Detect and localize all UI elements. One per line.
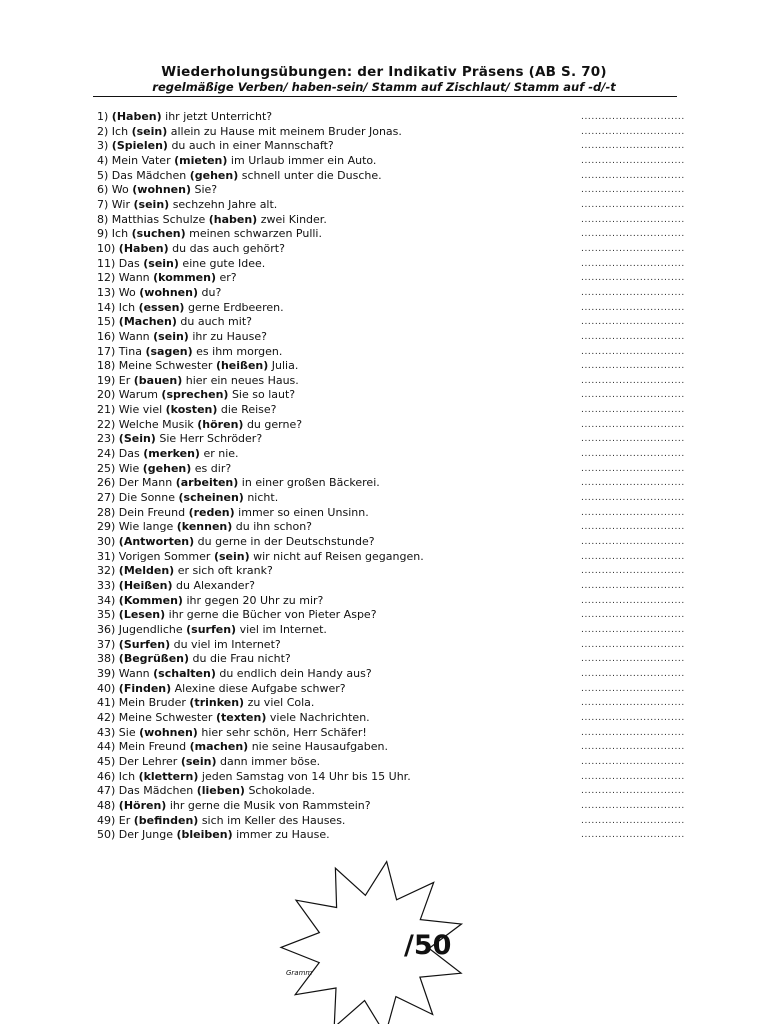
exercise-text-after: Schokolade. bbox=[248, 784, 315, 798]
exercise-item bbox=[97, 110, 727, 125]
exercise-text-before: Das bbox=[118, 447, 140, 461]
exercise-verb: (gehen) bbox=[142, 461, 192, 475]
exercise-text-before: Matthias Schulze bbox=[111, 212, 206, 226]
exercise-verb: (arbeiten) bbox=[175, 476, 239, 490]
exercise-item bbox=[97, 139, 727, 154]
exercise-text-before: Wann bbox=[118, 329, 150, 343]
exercise-item bbox=[97, 374, 727, 389]
exercise-text-before: Ich bbox=[118, 769, 136, 783]
exercise-text-after: hier ein neues Haus. bbox=[185, 373, 299, 387]
exercise-text-before: Jugendliche bbox=[118, 622, 183, 636]
answer-blank[interactable]: .............................. bbox=[581, 258, 685, 269]
exercise-verb: (kennen) bbox=[176, 520, 233, 534]
exercise-text-after: sechzehn Jahre alt. bbox=[172, 197, 278, 211]
exercise-item bbox=[97, 682, 727, 697]
exercise-number: 21) bbox=[97, 403, 116, 417]
exercise-text-after: ihr gerne die Bücher von Pieter Aspe? bbox=[168, 608, 377, 622]
exercise-text-before: Der Junge bbox=[118, 828, 173, 842]
exercise-item bbox=[97, 154, 727, 169]
exercise-verb: (Haben) bbox=[118, 241, 169, 255]
exercise-text-after: Sie so laut? bbox=[231, 388, 296, 402]
exercise-number: 33) bbox=[97, 579, 116, 592]
exercise-verb: (machen) bbox=[189, 740, 249, 754]
exercise-verb: (klettern) bbox=[138, 769, 199, 783]
answer-blank[interactable]: .............................. bbox=[581, 302, 685, 313]
answer-blank[interactable]: .............................. bbox=[581, 331, 685, 342]
exercise-text-after: du ihn schon? bbox=[235, 520, 313, 534]
exercise-text-before: Ich bbox=[111, 124, 129, 138]
exercise-text-before: Wie viel bbox=[118, 403, 163, 417]
exercise-item bbox=[97, 242, 727, 257]
exercise-text-after: nie seine Hausaufgaben. bbox=[251, 740, 389, 754]
exercise-verb: (befinden) bbox=[133, 813, 199, 827]
exercise-item bbox=[97, 784, 727, 799]
exercise-number: 48) bbox=[97, 798, 116, 812]
exercise-number: 35) bbox=[97, 608, 116, 622]
exercise-verb: (sagen) bbox=[145, 344, 193, 358]
exercise-item bbox=[97, 828, 727, 843]
answer-blank[interactable]: .............................. bbox=[581, 185, 685, 196]
answer-blank[interactable]: .............................. bbox=[581, 712, 685, 723]
exercise-text-before: Wo bbox=[118, 285, 136, 299]
exercise-number: 25) bbox=[97, 461, 116, 475]
exercise-verb: (surfen) bbox=[186, 622, 237, 636]
exercise-number: 8) bbox=[97, 212, 109, 226]
answer-blank[interactable]: .............................. bbox=[581, 581, 685, 591]
answer-blank[interactable]: .............................. bbox=[581, 771, 685, 782]
exercise-item bbox=[97, 535, 727, 550]
exercise-verb: (hören) bbox=[197, 417, 244, 431]
exercise-text-before: Dein Freund bbox=[118, 505, 186, 519]
exercise-item bbox=[97, 301, 727, 316]
exercise-text-before: Die Sonne bbox=[118, 491, 176, 505]
exercise-item bbox=[97, 227, 727, 242]
answer-blank[interactable]: .............................. bbox=[581, 361, 685, 372]
answer-blank[interactable]: .............................. bbox=[581, 786, 685, 797]
exercise-number: 28) bbox=[97, 505, 116, 519]
answer-blank[interactable]: .............................. bbox=[581, 698, 685, 709]
exercise-item bbox=[97, 491, 727, 506]
exercise-number: 14) bbox=[97, 300, 116, 314]
exercise-item bbox=[97, 330, 727, 345]
exercise-number: 36) bbox=[97, 622, 116, 636]
exercise-text-before: Ich bbox=[118, 300, 136, 314]
answer-blank[interactable]: .............................. bbox=[581, 815, 685, 826]
exercise-text-after: in einer großen Bäckerei. bbox=[241, 476, 380, 490]
exercise-item bbox=[97, 594, 727, 609]
answer-blank[interactable]: .............................. bbox=[581, 595, 685, 606]
exercise-verb: (kommen) bbox=[153, 271, 217, 285]
exercise-verb: (Haben) bbox=[111, 110, 162, 123]
exercise-text-after: du gerne in der Deutschstunde? bbox=[197, 535, 375, 549]
exercise-text-after: du auch in einer Mannschaft? bbox=[171, 139, 334, 153]
exercise-verb: (suchen) bbox=[131, 227, 186, 241]
exercise-number: 24) bbox=[97, 447, 116, 461]
exercise-item bbox=[97, 447, 727, 462]
exercise-text-before: Ich bbox=[111, 227, 129, 241]
exercise-number: 15) bbox=[97, 315, 116, 329]
exercise-item bbox=[97, 667, 727, 682]
exercise-item bbox=[97, 345, 727, 360]
answer-blank[interactable]: .............................. bbox=[581, 287, 685, 298]
exercise-item bbox=[97, 711, 727, 726]
exercise-text-after: es dir? bbox=[194, 461, 232, 475]
answer-blank[interactable]: .............................. bbox=[581, 478, 685, 489]
exercise-text-after: jeden Samstag von 14 Uhr bis 15 Uhr. bbox=[201, 769, 411, 783]
exercise-verb: (wohnen) bbox=[139, 725, 198, 739]
exercise-text-after: die Reise? bbox=[220, 403, 277, 417]
answer-blank[interactable]: .............................. bbox=[581, 800, 685, 811]
exercise-text-before: Warum bbox=[118, 388, 158, 402]
answer-blank[interactable]: .............................. bbox=[581, 405, 685, 416]
exercise-text-after: im Urlaub immer ein Auto. bbox=[230, 153, 377, 167]
exercise-number: 41) bbox=[97, 696, 116, 710]
answer-blank[interactable]: .............................. bbox=[581, 434, 685, 445]
exercise-text-after: zu viel Cola. bbox=[247, 696, 315, 710]
exercise-number: 47) bbox=[97, 784, 116, 798]
exercise-number: 43) bbox=[97, 725, 116, 739]
exercise-item bbox=[97, 257, 727, 272]
exercise-number: 1) bbox=[97, 110, 109, 123]
exercise-number: 27) bbox=[97, 491, 116, 505]
answer-blank[interactable]: .............................. bbox=[581, 493, 685, 504]
page-subtitle: regelmäßige Verben/ haben-sein/ Stamm auf Zischlaut/ Stamm auf -d/-t bbox=[152, 80, 616, 94]
exercise-text-before: Wie lange bbox=[118, 520, 174, 534]
answer-blank[interactable]: .............................. bbox=[581, 170, 685, 181]
exercise-number: 40) bbox=[97, 681, 116, 695]
exercise-verb: (sein) bbox=[133, 197, 170, 211]
exercise-number: 13) bbox=[97, 285, 116, 299]
exercise-text-before: Vorigen Sommer bbox=[118, 549, 211, 563]
exercise-number: 42) bbox=[97, 710, 116, 724]
exercise-item bbox=[97, 755, 727, 770]
exercise-number: 32) bbox=[97, 564, 116, 578]
page-title: Wiederholungsübungen: der Indikativ Präsens (AB S. 70) bbox=[161, 64, 607, 80]
answer-blank[interactable]: .............................. bbox=[581, 317, 685, 328]
exercise-text-before: Er bbox=[118, 373, 131, 387]
exercise-item bbox=[97, 740, 727, 755]
exercise-verb: (merken) bbox=[143, 447, 200, 461]
exercise-verb: (bleiben) bbox=[176, 828, 233, 842]
answer-blank[interactable]: .............................. bbox=[581, 141, 685, 152]
exercise-text-after: schnell unter die Dusche. bbox=[241, 168, 382, 182]
exercise-text-after: er nie. bbox=[203, 447, 239, 461]
answer-blank[interactable]: .............................. bbox=[581, 229, 685, 240]
exercise-verb: (Begrüßen) bbox=[118, 652, 190, 666]
exercise-number: 6) bbox=[97, 183, 109, 197]
exercise-number: 18) bbox=[97, 359, 116, 373]
exercise-verb: (texten) bbox=[215, 710, 267, 724]
exercise-text-after: es ihm morgen. bbox=[196, 344, 283, 358]
exercise-number: 45) bbox=[97, 754, 116, 768]
title-divider bbox=[93, 96, 677, 97]
exercise-item bbox=[97, 608, 727, 623]
exercise-verb: (schalten) bbox=[153, 666, 216, 680]
exercise-verb: (mieten) bbox=[174, 153, 228, 167]
exercise-item bbox=[97, 183, 727, 198]
exercise-text-after: du das auch gehört? bbox=[172, 241, 285, 255]
answer-blank[interactable]: .............................. bbox=[581, 742, 685, 753]
exercise-item bbox=[97, 550, 727, 565]
answer-blank[interactable]: .............................. bbox=[581, 419, 685, 430]
exercise-number: 10) bbox=[97, 241, 116, 255]
exercise-item bbox=[97, 125, 727, 140]
exercise-verb: (sein) bbox=[180, 754, 217, 768]
exercise-number: 17) bbox=[97, 344, 116, 358]
exercise-item bbox=[97, 476, 727, 491]
exercise-text-after: ihr gegen 20 Uhr zu mir? bbox=[186, 593, 324, 607]
exercise-number: 44) bbox=[97, 740, 116, 754]
exercise-text-before: Sie bbox=[118, 725, 136, 739]
exercise-verb: (wohnen) bbox=[139, 285, 198, 299]
answer-blank[interactable]: .............................. bbox=[581, 639, 685, 650]
exercise-verb: (sein) bbox=[153, 329, 189, 343]
exercise-item bbox=[97, 638, 727, 653]
answer-blank[interactable]: .............................. bbox=[581, 112, 685, 122]
exercise-text-before: Wann bbox=[118, 271, 150, 285]
exercise-item bbox=[97, 359, 727, 374]
exercise-text-after: du Alexander? bbox=[176, 579, 255, 592]
answer-blank[interactable]: .............................. bbox=[581, 463, 685, 474]
exercise-number: 20) bbox=[97, 388, 116, 402]
answer-blank[interactable]: .............................. bbox=[581, 155, 685, 166]
exercise-item bbox=[97, 770, 727, 785]
exercise-item bbox=[97, 286, 727, 301]
exercise-number: 11) bbox=[97, 256, 116, 270]
exercise-verb: (gehen) bbox=[189, 168, 239, 182]
exercise-number: 7) bbox=[97, 197, 109, 211]
exercise-verb: (Hören) bbox=[118, 798, 167, 812]
exercise-verb: (reden) bbox=[188, 505, 235, 519]
exercise-number: 22) bbox=[97, 417, 116, 431]
exercise-text-before: Wir bbox=[111, 197, 131, 211]
exercise-text-after: zwei Kinder. bbox=[260, 212, 327, 226]
exercise-text-after: Alexine diese Aufgabe schwer? bbox=[174, 681, 346, 695]
exercise-number: 4) bbox=[97, 153, 109, 167]
exercise-item bbox=[97, 271, 727, 286]
exercise-verb: (Kommen) bbox=[118, 593, 183, 607]
exercise-verb: (sein) bbox=[131, 124, 168, 138]
exercise-text-after: du endlich dein Handy aus? bbox=[219, 666, 372, 680]
answer-blank[interactable]: .............................. bbox=[581, 126, 685, 137]
exercise-text-after: du die Frau nicht? bbox=[192, 652, 291, 666]
exercise-text-after: du gerne? bbox=[246, 417, 303, 431]
exercise-item bbox=[97, 315, 727, 330]
exercise-number: 31) bbox=[97, 549, 116, 563]
answer-blank[interactable]: .............................. bbox=[581, 610, 685, 621]
exercise-text-before: Meine Schwester bbox=[118, 359, 213, 373]
exercise-text-after: wir nicht auf Reisen gegangen. bbox=[253, 549, 424, 563]
exercise-text-after: du auch mit? bbox=[180, 315, 252, 329]
exercise-text-before: Meine Schwester bbox=[118, 710, 213, 724]
exercise-verb: (heißen) bbox=[215, 359, 269, 373]
answer-blank[interactable]: .............................. bbox=[581, 199, 685, 210]
exercise-verb: (bauen) bbox=[133, 373, 183, 387]
exercise-verb: (Spielen) bbox=[111, 139, 168, 153]
exercise-verb: (Surfen) bbox=[118, 637, 171, 651]
exercise-text-before: Mein Bruder bbox=[118, 696, 186, 710]
exercise-verb: (wohnen) bbox=[132, 183, 191, 197]
exercise-text-before: Mein Freund bbox=[118, 740, 187, 754]
exercise-verb: (Heißen) bbox=[118, 579, 173, 592]
exercise-item bbox=[97, 652, 727, 667]
exercise-item bbox=[97, 726, 727, 741]
answer-blank[interactable]: .............................. bbox=[581, 522, 685, 533]
answer-blank[interactable]: .............................. bbox=[581, 654, 685, 665]
exercise-text-before: Wann bbox=[118, 666, 150, 680]
exercise-text-after: allein zu Hause mit meinem Bruder Jonas. bbox=[170, 124, 402, 138]
exercise-text-before: Wo bbox=[111, 183, 129, 197]
exercise-verb: (kosten) bbox=[165, 403, 218, 417]
exercise-item bbox=[97, 814, 727, 829]
exercise-number: 23) bbox=[97, 432, 116, 446]
exercise-text-after: er? bbox=[219, 271, 237, 285]
answer-blank[interactable]: .............................. bbox=[581, 551, 685, 562]
exercise-verb: (Machen) bbox=[118, 315, 177, 329]
answer-blank[interactable]: .............................. bbox=[581, 507, 685, 518]
exercise-number: 19) bbox=[97, 373, 116, 387]
exercise-text-after: ihr gerne die Musik von Rammstein? bbox=[169, 798, 371, 812]
answer-blank[interactable]: .............................. bbox=[581, 756, 685, 767]
answer-blank[interactable]: .............................. bbox=[581, 830, 685, 841]
exercise-text-before: Der Mann bbox=[118, 476, 173, 490]
answer-blank[interactable]: .............................. bbox=[581, 375, 685, 386]
star-small-text: Gramm bbox=[286, 969, 313, 977]
exercise-item bbox=[97, 432, 727, 447]
exercise-text-after: er sich oft krank? bbox=[177, 564, 273, 578]
exercise-item bbox=[97, 799, 727, 814]
exercise-item bbox=[97, 388, 727, 403]
exercise-verb: (lieben) bbox=[196, 784, 245, 798]
exercise-number: 30) bbox=[97, 535, 116, 549]
exercise-text-before: Das bbox=[118, 256, 140, 270]
exercise-text-before: Das Mädchen bbox=[111, 168, 187, 182]
exercise-number: 50) bbox=[97, 828, 116, 842]
exercise-number: 3) bbox=[97, 139, 109, 153]
exercise-number: 2) bbox=[97, 124, 109, 138]
exercise-item bbox=[97, 462, 727, 477]
exercise-text-after: viele Nachrichten. bbox=[269, 710, 370, 724]
exercise-verb: (Finden) bbox=[118, 681, 172, 695]
exercise-text-before: Welche Musik bbox=[118, 417, 194, 431]
exercise-verb: (haben) bbox=[208, 212, 258, 226]
answer-blank[interactable]: .............................. bbox=[581, 214, 685, 225]
exercise-item bbox=[97, 169, 727, 184]
exercise-text-before: Er bbox=[118, 813, 131, 827]
answer-blank[interactable]: .............................. bbox=[581, 727, 685, 738]
exercise-list bbox=[97, 110, 727, 843]
answer-blank[interactable]: .............................. bbox=[581, 537, 685, 548]
exercise-item bbox=[97, 403, 727, 418]
exercise-verb: (essen) bbox=[138, 300, 185, 314]
exercise-item bbox=[97, 506, 727, 521]
exercise-number: 46) bbox=[97, 769, 116, 783]
exercise-verb: (Sein) bbox=[118, 432, 156, 446]
exercise-text-after: du? bbox=[201, 285, 222, 299]
answer-blank[interactable]: .............................. bbox=[581, 346, 685, 357]
exercise-number: 49) bbox=[97, 813, 116, 827]
exercise-item bbox=[97, 696, 727, 711]
exercise-text-after: du viel im Internet? bbox=[173, 637, 281, 651]
exercise-text-after: viel im Internet. bbox=[239, 622, 327, 636]
exercise-text-after: eine gute Idee. bbox=[182, 256, 266, 270]
exercise-verb: (Lesen) bbox=[118, 608, 166, 622]
exercise-verb: (sprechen) bbox=[161, 388, 229, 402]
exercise-number: 39) bbox=[97, 666, 116, 680]
exercise-number: 38) bbox=[97, 652, 116, 666]
answer-blank[interactable]: .............................. bbox=[581, 273, 685, 284]
exercise-item bbox=[97, 213, 727, 228]
exercise-verb: (scheinen) bbox=[178, 491, 244, 505]
exercise-text-after: ihr zu Hause? bbox=[192, 329, 267, 343]
exercise-number: 5) bbox=[97, 168, 109, 182]
exercise-text-before: Wie bbox=[118, 461, 140, 475]
exercise-text-after: meinen schwarzen Pulli. bbox=[189, 227, 322, 241]
answer-blank[interactable]: .............................. bbox=[581, 683, 685, 694]
exercise-number: 37) bbox=[97, 637, 116, 651]
exercise-number: 34) bbox=[97, 593, 116, 607]
exercise-text-before: Der Lehrer bbox=[118, 754, 178, 768]
exercise-text-before: Das Mädchen bbox=[118, 784, 194, 798]
answer-blank[interactable]: .............................. bbox=[581, 243, 685, 254]
exercise-number: 26) bbox=[97, 476, 116, 490]
answer-blank[interactable]: .............................. bbox=[581, 566, 685, 577]
exercise-verb: (Antworten) bbox=[118, 535, 195, 549]
exercise-verb: (sein) bbox=[213, 549, 250, 563]
answer-blank[interactable]: .............................. bbox=[581, 390, 685, 401]
exercise-text-after: hier sehr schön, Herr Schäfer! bbox=[201, 725, 367, 739]
exercise-text-after: nicht. bbox=[247, 491, 279, 505]
exercise-number: 9) bbox=[97, 227, 109, 241]
exercise-item bbox=[97, 579, 727, 594]
exercise-item bbox=[97, 520, 727, 535]
exercise-text-after: ihr jetzt Unterricht? bbox=[165, 110, 273, 123]
exercise-text-after: Sie? bbox=[194, 183, 218, 197]
exercise-text-after: immer so einen Unsinn. bbox=[238, 505, 369, 519]
exercise-text-after: Sie Herr Schröder? bbox=[159, 432, 263, 446]
exercise-text-after: dann immer böse. bbox=[219, 754, 321, 768]
answer-blank[interactable]: .............................. bbox=[581, 449, 685, 460]
exercise-number: 12) bbox=[97, 271, 116, 285]
exercise-item bbox=[97, 564, 727, 579]
answer-blank[interactable]: .............................. bbox=[581, 668, 685, 679]
exercise-text-after: Julia. bbox=[271, 359, 299, 373]
exercise-item bbox=[97, 198, 727, 213]
exercise-item bbox=[97, 418, 727, 433]
exercise-text-after: sich im Keller des Hauses. bbox=[201, 813, 346, 827]
exercise-verb: (sein) bbox=[143, 256, 179, 270]
answer-blank[interactable]: .............................. bbox=[581, 624, 685, 635]
score-label: /50 bbox=[404, 930, 452, 961]
exercise-text-before: Mein Vater bbox=[111, 153, 171, 167]
exercise-number: 16) bbox=[97, 329, 116, 343]
exercise-text-after: immer zu Hause. bbox=[236, 828, 330, 842]
exercise-verb: (Melden) bbox=[118, 564, 175, 578]
exercise-text-before: Tina bbox=[118, 344, 142, 358]
exercise-text-after: gerne Erdbeeren. bbox=[187, 300, 284, 314]
exercise-number: 29) bbox=[97, 520, 116, 534]
exercise-item bbox=[97, 623, 727, 638]
exercise-verb: (trinken) bbox=[189, 696, 245, 710]
